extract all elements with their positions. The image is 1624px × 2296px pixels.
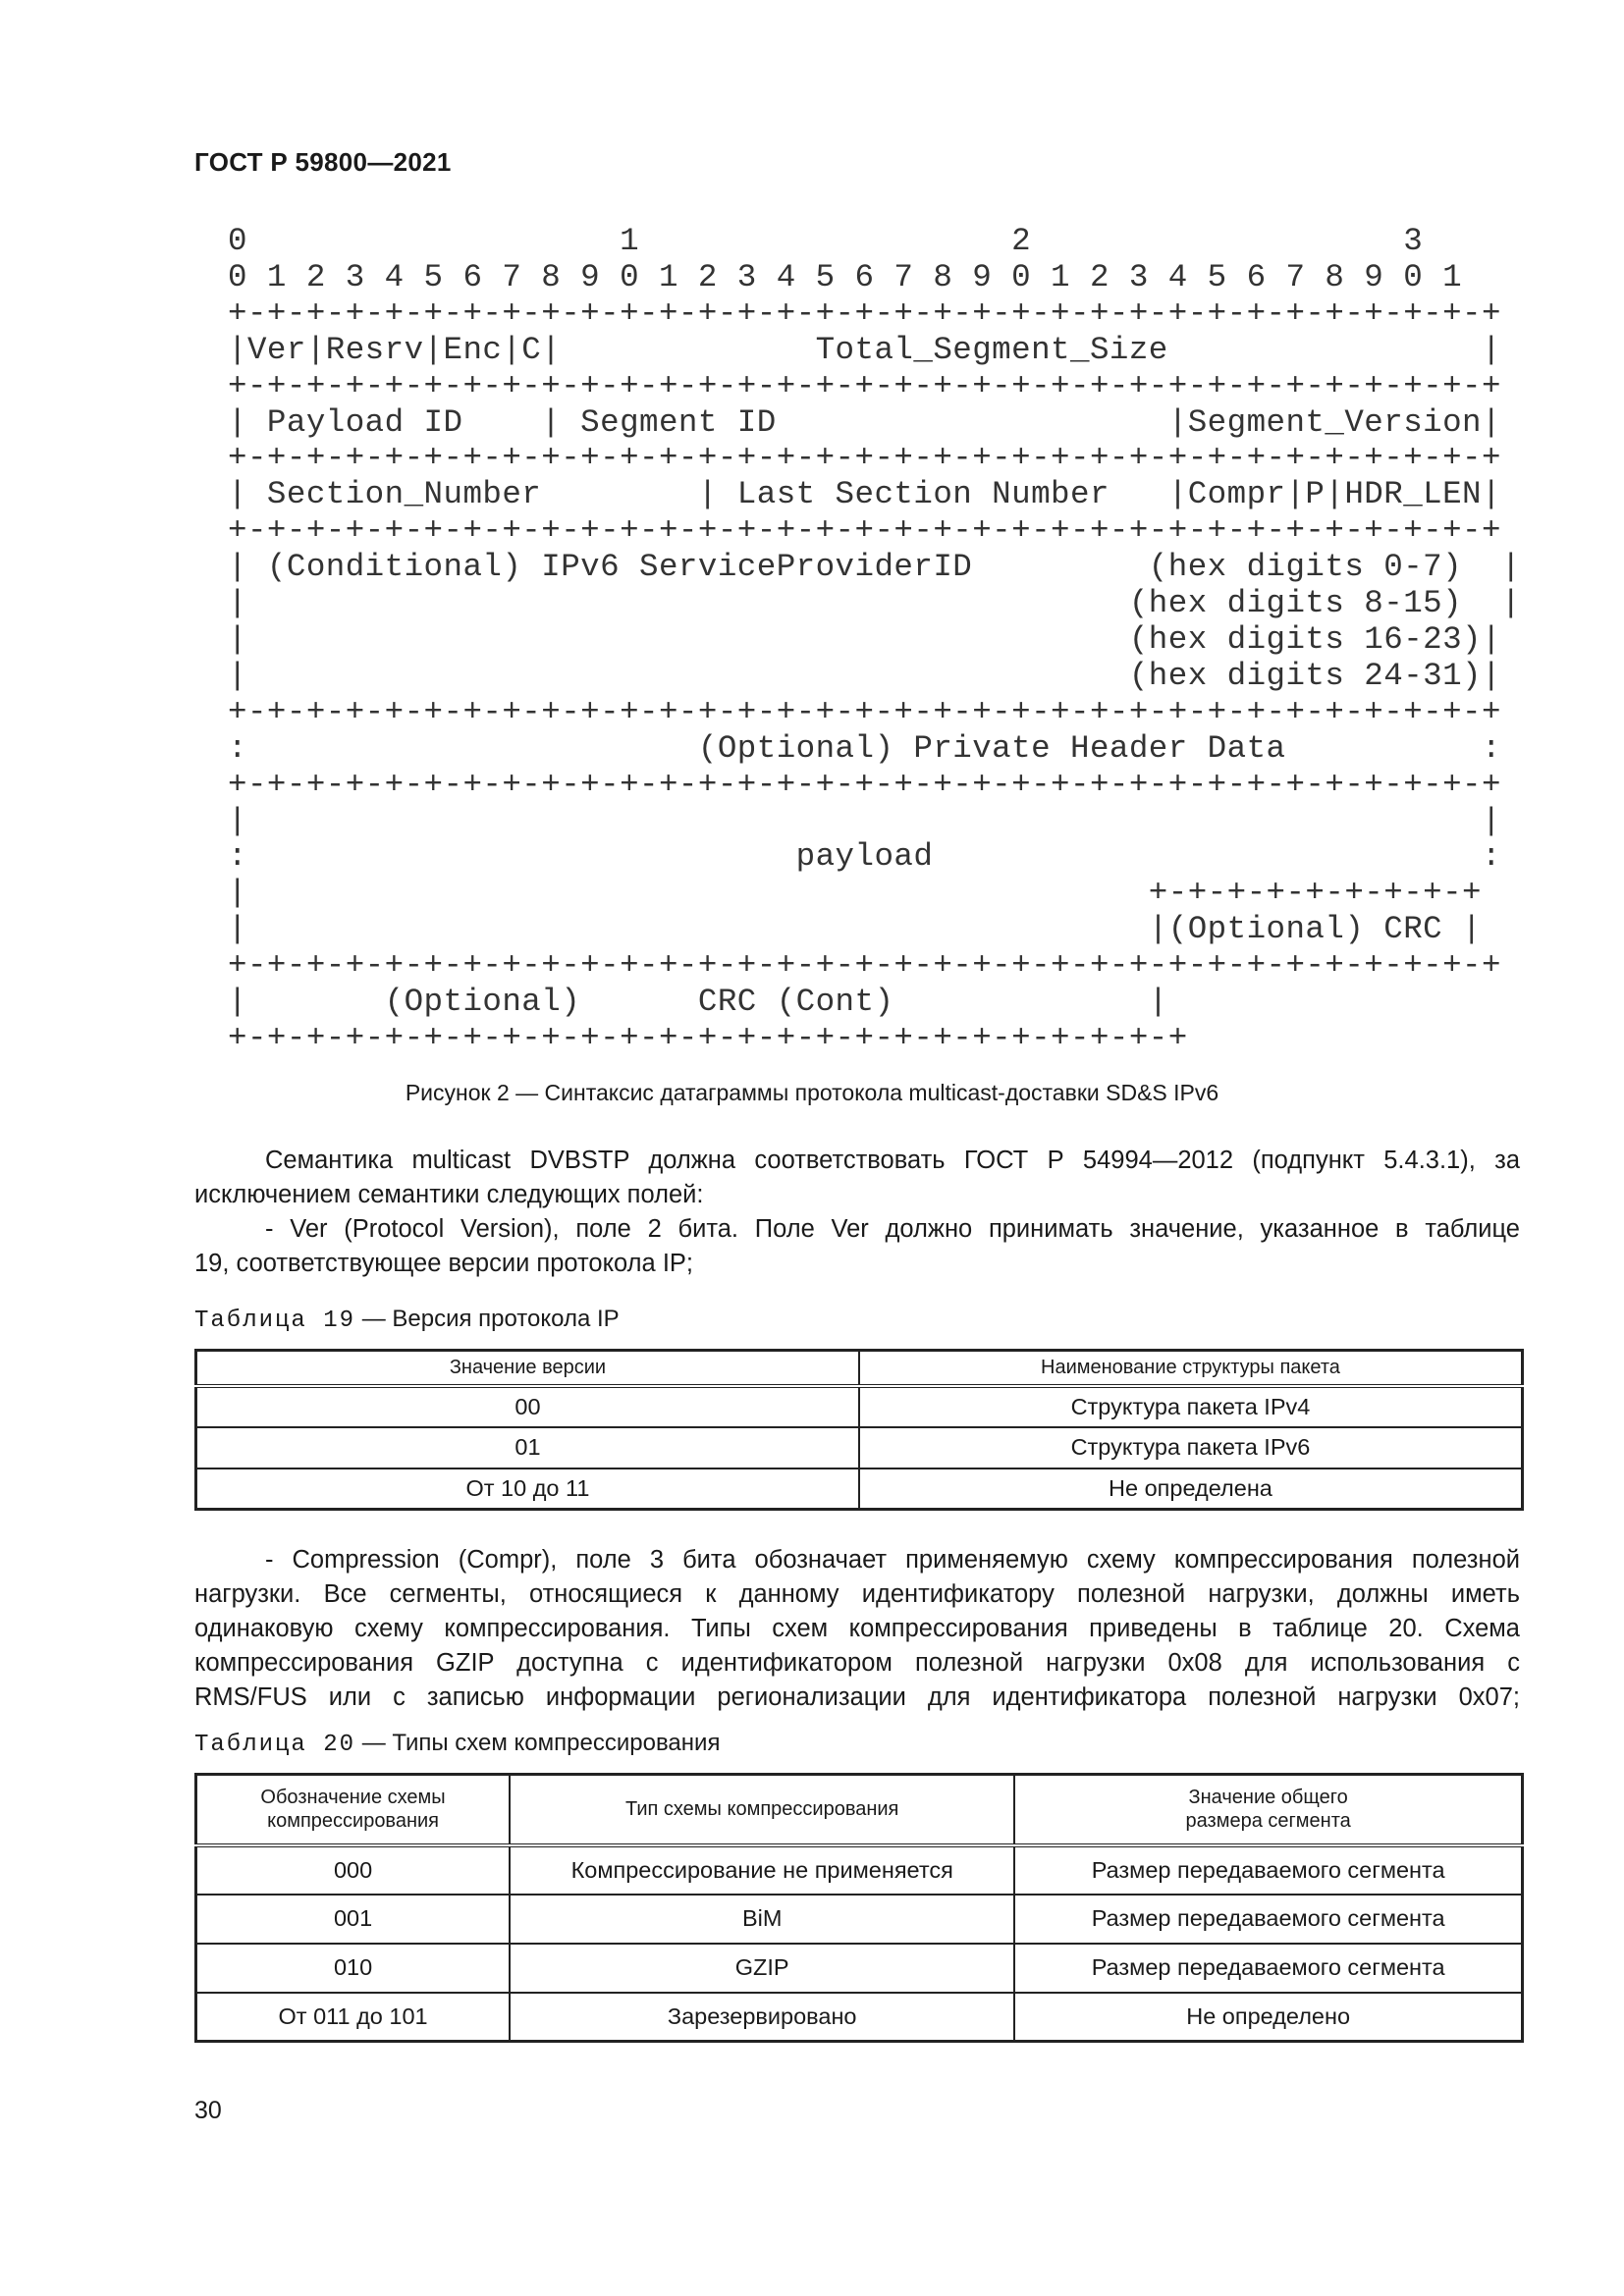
table-cell: 000 <box>196 1845 511 1895</box>
text-line: RMS/FUS или с записью информации регионализации для идентификатора полезной нагрузки 0x07; <box>194 1683 1520 1711</box>
table19 <box>194 1349 1524 1511</box>
table19-caption <box>194 1306 620 1334</box>
table-row <box>196 1386 1523 1427</box>
diagram-line: | +-+-+-+-+-+-+-+-+ <box>228 875 1483 912</box>
header-cell: Значение общего размера сегмента <box>1014 1775 1522 1845</box>
table-cell: 001 <box>196 1895 511 1944</box>
page-number: 30 <box>194 2097 222 2124</box>
header-cell: Тип схемы компрессирования <box>510 1775 1014 1845</box>
diagram-line: | (Conditional) IPv6 ServiceProviderID (hex digits 0-7) | <box>228 549 1521 586</box>
table-cell: 01 <box>196 1427 859 1468</box>
diagram-line: | (hex digits 8-15) | <box>228 585 1521 622</box>
table-cell: Размер передаваемого сегмента <box>1014 1845 1522 1895</box>
text-line: одинаковую схему компрессирования. Типы схем компрессирования приведены в таблице 20. Схема <box>194 1615 1520 1642</box>
table19-title: — Версия протокола IP <box>355 1306 620 1332</box>
document-header: ГОСТ Р 59800—2021 <box>194 147 452 177</box>
table-cell: Не определена <box>859 1468 1523 1510</box>
header-cell: Значение версии <box>196 1351 859 1386</box>
table-cell: Размер передаваемого сегмента <box>1014 1895 1522 1944</box>
diagram-line: 0 1 2 3 4 5 6 7 8 9 0 1 2 3 4 5 6 7 8 9 0 1 2 3 4 5 6 7 8 9 0 1 <box>228 258 1463 295</box>
paragraph-compression <box>194 1543 1520 1715</box>
table-row <box>196 1845 1523 1895</box>
text-line: 19, соответствующее версии протокола IP; <box>194 1250 693 1277</box>
figure-caption: Рисунок 2 — Синтаксис датаграммы протокола multicast-доставки SD&S IPv6 <box>405 1080 1219 1105</box>
text-line: компрессирования GZIP доступна с идентификатором полезной нагрузки 0x08 для использования с <box>194 1649 1520 1677</box>
text-line: - Ver (Protocol Version), поле 2 бита. Поле Ver должно принимать значение, указанное в таблице <box>265 1215 1520 1243</box>
table-row <box>196 1427 1523 1468</box>
table-row <box>196 1944 1523 1993</box>
table-cell: Размер передаваемого сегмента <box>1014 1944 1522 1993</box>
diagram-line: +-+-+-+-+-+-+-+-+-+-+-+-+-+-+-+-+-+-+-+-+-+-+-+-+-+-+-+-+-+-+-+-+ <box>228 693 1501 730</box>
text-line: - Compression (Compr), поле 3 бита обозначает применяемую схему компрессирования полезной <box>265 1546 1520 1574</box>
diagram-line: | (hex digits 24-31)| <box>228 657 1501 694</box>
table20 <box>194 1773 1524 2043</box>
text-line: исключением семантики следующих полей: <box>194 1181 704 1208</box>
diagram-line: | |(Optional) CRC | <box>228 911 1483 948</box>
diagram-line: | (hex digits 16-23)| <box>228 620 1501 658</box>
table19-label: Таблица 19 <box>194 1308 356 1334</box>
diagram-line: | Payload ID | Segment ID |Segment_Version| <box>228 403 1501 441</box>
diagram-line: +-+-+-+-+-+-+-+-+-+-+-+-+-+-+-+-+-+-+-+-+-+-+-+-+ <box>228 1019 1188 1056</box>
diagram-line: +-+-+-+-+-+-+-+-+-+-+-+-+-+-+-+-+-+-+-+-+-+-+-+-+-+-+-+-+-+-+-+-+ <box>228 294 1501 332</box>
table-row <box>196 1993 1523 2042</box>
table-cell: Не определено <box>1014 1993 1522 2042</box>
table-cell: Структура пакета IPv6 <box>859 1427 1523 1468</box>
text-line: Семантика multicast DVBSTP должна соответствовать ГОСТ Р 54994—2012 (подпункт 5.4.3.1), за <box>265 1147 1520 1174</box>
table-cell: 010 <box>196 1944 511 1993</box>
diagram-line: +-+-+-+-+-+-+-+-+-+-+-+-+-+-+-+-+-+-+-+-+-+-+-+-+-+-+-+-+-+-+-+-+ <box>228 512 1501 550</box>
diagram-line: | | <box>228 802 1501 839</box>
paragraph-semantics <box>194 1144 1520 1281</box>
table-cell: 00 <box>196 1386 859 1427</box>
table-cell: BiM <box>510 1895 1014 1944</box>
diagram-line: 0 1 2 3 <box>228 223 1424 259</box>
table-cell: От 10 до 11 <box>196 1468 859 1510</box>
diagram-line: : (Optional) Private Header Data : <box>228 729 1501 767</box>
diagram-line: +-+-+-+-+-+-+-+-+-+-+-+-+-+-+-+-+-+-+-+-+-+-+-+-+-+-+-+-+-+-+-+-+ <box>228 947 1501 985</box>
table-cell: Зарезервировано <box>510 1993 1014 2042</box>
table20-label: Таблица 20 <box>194 1732 356 1758</box>
diagram-line: +-+-+-+-+-+-+-+-+-+-+-+-+-+-+-+-+-+-+-+-+-+-+-+-+-+-+-+-+-+-+-+-+ <box>228 440 1501 477</box>
header-cell: Наименование структуры пакета <box>859 1351 1523 1386</box>
table-cell: От 011 до 101 <box>196 1993 511 2042</box>
diagram-line: +-+-+-+-+-+-+-+-+-+-+-+-+-+-+-+-+-+-+-+-+-+-+-+-+-+-+-+-+-+-+-+-+ <box>228 766 1501 803</box>
table20-caption <box>194 1730 720 1758</box>
diagram-line: | Section_Number | Last Section Number |Compr|P|HDR_LEN| <box>228 476 1501 513</box>
datagram-diagram <box>228 224 1521 1057</box>
table-row <box>196 1895 1523 1944</box>
text-line: нагрузки. Все сегменты, относящиеся к данному идентификатору полезной нагрузки, должны иметь <box>194 1580 1520 1608</box>
table20-title: — Типы схем компрессирования <box>355 1730 721 1756</box>
table-cell: GZIP <box>510 1944 1014 1993</box>
table-header-row <box>196 1775 1523 1845</box>
table-header-row <box>196 1351 1523 1386</box>
table-cell: Компрессирование не применяется <box>510 1845 1014 1895</box>
diagram-line: : payload : <box>228 838 1501 876</box>
header-cell: Обозначение схемы компрессирования <box>196 1775 511 1845</box>
table-cell: Структура пакета IPv4 <box>859 1386 1523 1427</box>
diagram-line: | (Optional) CRC (Cont) | <box>228 984 1168 1021</box>
diagram-line: +-+-+-+-+-+-+-+-+-+-+-+-+-+-+-+-+-+-+-+-+-+-+-+-+-+-+-+-+-+-+-+-+ <box>228 367 1501 404</box>
diagram-line: |Ver|Resrv|Enc|C| Total_Segment_Size | <box>228 331 1501 368</box>
table-row <box>196 1468 1523 1510</box>
